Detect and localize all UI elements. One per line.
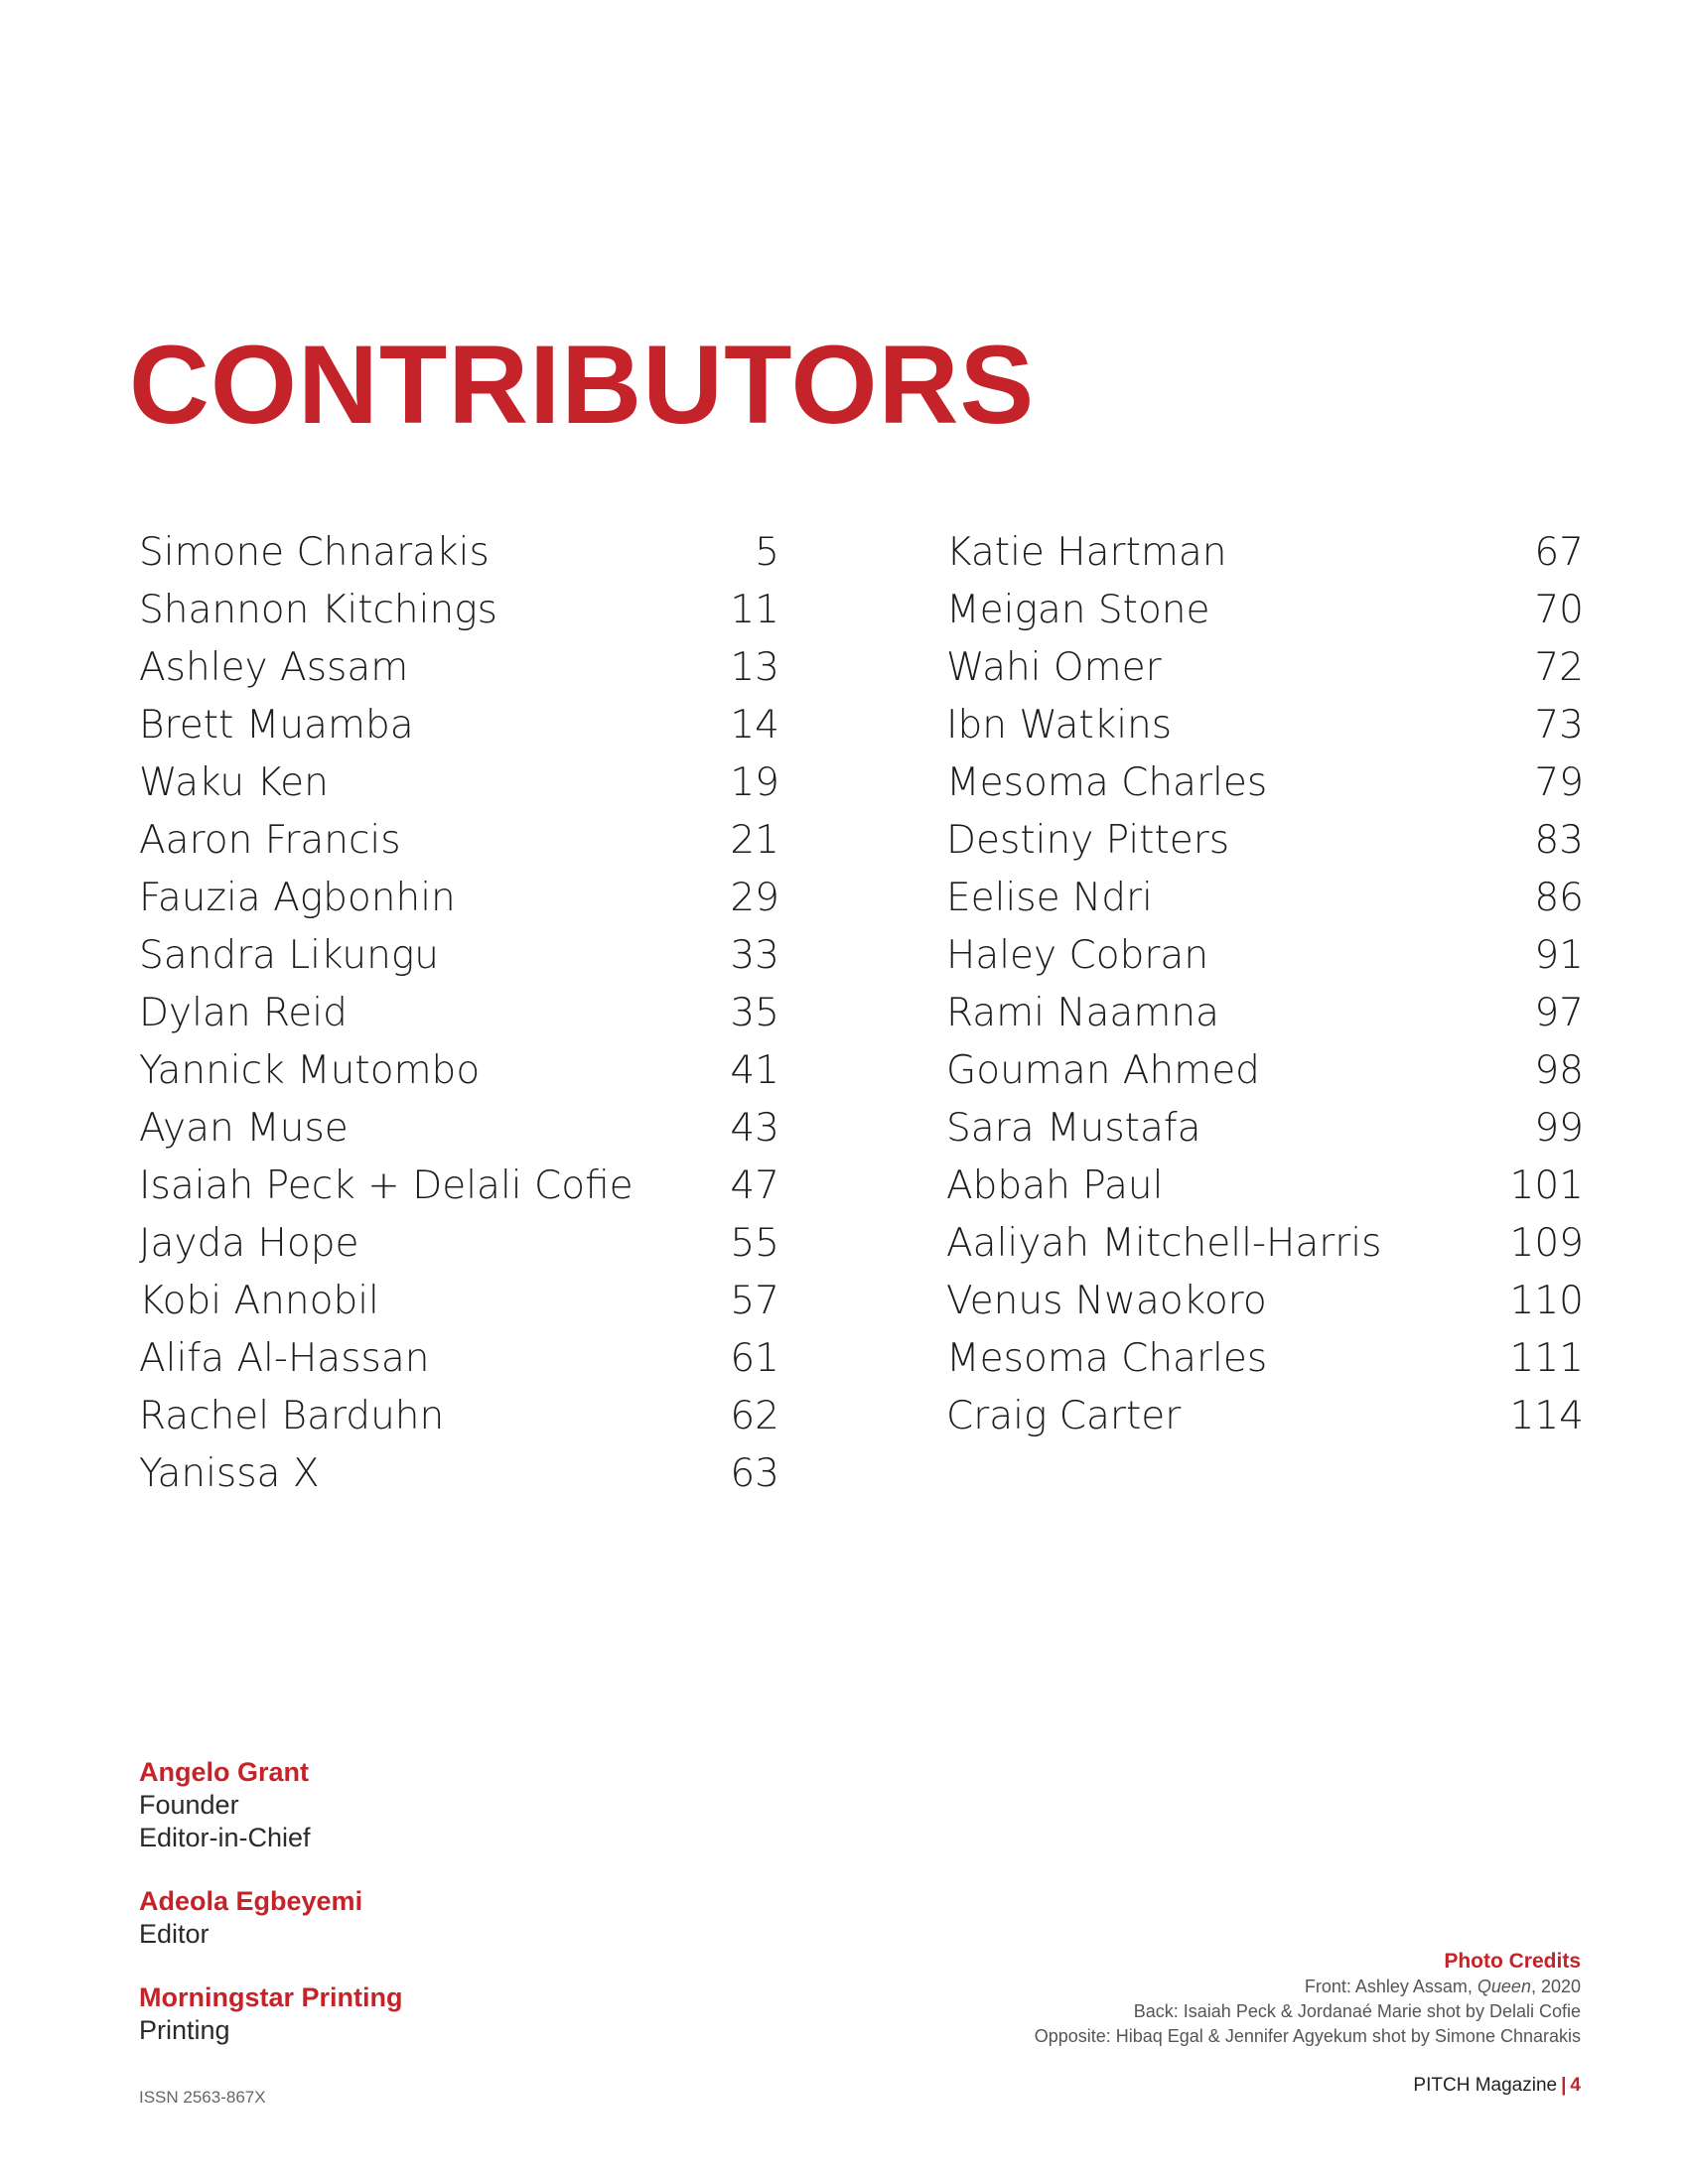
contributor-page: 101 xyxy=(1509,1163,1584,1208)
contributor-row xyxy=(946,985,1584,1042)
contributor-name: Jayda Hope xyxy=(139,1221,359,1266)
contributor-row xyxy=(139,1273,779,1330)
contributor-page: 35 xyxy=(730,991,779,1035)
contributor-name: Abbah Paul xyxy=(946,1163,1164,1208)
contributor-name: Eelise Ndri xyxy=(946,876,1153,920)
photo-credits xyxy=(1035,1948,1581,2049)
contributor-page: 57 xyxy=(730,1279,779,1323)
contributor-page: 14 xyxy=(730,703,779,748)
contributor-page: 99 xyxy=(1534,1106,1584,1151)
contributor-page: 79 xyxy=(1534,760,1584,805)
contributor-row xyxy=(139,870,779,927)
contributor-page: 55 xyxy=(730,1221,779,1266)
contributor-row xyxy=(946,524,1584,582)
contributors-list-right xyxy=(946,524,1584,1445)
contributor-row xyxy=(139,927,779,985)
contributor-name: Meigan Stone xyxy=(946,588,1210,632)
contributor-row xyxy=(139,582,779,639)
contributor-page: 29 xyxy=(730,876,779,920)
contributor-row xyxy=(946,639,1584,697)
contributor-name: Craig Carter xyxy=(946,1394,1182,1438)
contributor-page: 21 xyxy=(730,818,779,863)
contributor-name: Shannon Kitchings xyxy=(139,588,497,632)
issn: ISSN 2563-867X xyxy=(139,2088,266,2107)
contributor-name: Yannick Mutombo xyxy=(139,1048,481,1093)
contributor-row xyxy=(946,1330,1584,1388)
publication-name: PITCH Magazine xyxy=(1413,2075,1558,2096)
staff-entry xyxy=(139,1980,403,2047)
credit-front xyxy=(1035,1975,1581,1999)
contributor-name: Mesoma Charles xyxy=(946,1336,1268,1381)
credit-opposite: Opposite: Hibaq Egal & Jennifer Agyekum shot by Simone Chnarakis xyxy=(1034,2026,1581,2046)
contributor-row xyxy=(946,1273,1584,1330)
contributor-name: Rami Naamna xyxy=(946,991,1219,1035)
contributor-name: Aaliyah Mitchell-Harris xyxy=(946,1221,1382,1266)
contributor-row xyxy=(946,1100,1584,1158)
footer-separator: | xyxy=(1561,2075,1567,2096)
contributor-name: Isaiah Peck + Delali Cofie xyxy=(139,1163,633,1208)
contributor-row xyxy=(139,754,779,812)
contributor-row xyxy=(139,985,779,1042)
contributor-row xyxy=(139,524,779,582)
contributor-page: 43 xyxy=(730,1106,779,1151)
contributor-page: 109 xyxy=(1509,1221,1584,1266)
contributor-name: Rachel Barduhn xyxy=(139,1394,445,1438)
contributor-name: Ibn Watkins xyxy=(946,703,1173,748)
contributor-page: 83 xyxy=(1534,818,1584,863)
contributor-page: 67 xyxy=(1534,530,1584,575)
page-number: 4 xyxy=(1570,2075,1581,2096)
contributor-name: Sara Mustafa xyxy=(946,1106,1201,1151)
contributor-name: Dylan Reid xyxy=(139,991,348,1035)
credit-back: Back: Isaiah Peck & Jordanaé Marie shot by Delali Cofie xyxy=(1133,2001,1581,2021)
contributor-name: Destiny Pitters xyxy=(946,818,1230,863)
contributor-page: 63 xyxy=(730,1451,779,1496)
contributor-name: Katie Hartman xyxy=(946,530,1227,575)
contributor-row xyxy=(139,697,779,754)
contributor-name: Ashley Assam xyxy=(139,645,409,690)
contributor-row xyxy=(139,1445,779,1503)
staff-name: Morningstar Printing xyxy=(139,1982,403,2012)
contributor-name: Kobi Annobil xyxy=(139,1279,379,1323)
staff-role: Editor-in-Chief xyxy=(139,1823,311,1852)
contributor-row xyxy=(139,812,779,870)
contributor-name: Waku Ken xyxy=(139,760,329,805)
contributor-page: 5 xyxy=(755,530,779,575)
contributor-row xyxy=(946,927,1584,985)
contributor-row xyxy=(946,1388,1584,1445)
contributor-name: Brett Muamba xyxy=(139,703,414,748)
contributor-name: Sandra Likungu xyxy=(139,933,439,978)
contributor-name: Fauzia Agbonhin xyxy=(139,876,456,920)
contributor-row xyxy=(946,1158,1584,1215)
contributors-list-left xyxy=(139,524,779,1503)
staff-entry xyxy=(139,1755,403,1854)
contributor-page: 11 xyxy=(730,588,779,632)
contributor-name: Ayan Muse xyxy=(139,1106,349,1151)
contributor-page: 98 xyxy=(1534,1048,1584,1093)
contributor-row xyxy=(946,812,1584,870)
contributor-row xyxy=(946,870,1584,927)
contributor-page: 33 xyxy=(730,933,779,978)
page-footer xyxy=(1413,2075,1581,2097)
contributor-row xyxy=(139,1388,779,1445)
contributor-row xyxy=(946,754,1584,812)
contributor-row xyxy=(139,1215,779,1273)
contributor-name: Yanissa X xyxy=(139,1451,320,1496)
contributor-page: 86 xyxy=(1534,876,1584,920)
contributor-name: Venus Nwaokoro xyxy=(946,1279,1267,1323)
page-title: CONTRIBUTORS xyxy=(129,323,1036,447)
contributor-page: 91 xyxy=(1534,933,1584,978)
contributor-page: 73 xyxy=(1534,703,1584,748)
staff-name: Adeola Egbeyemi xyxy=(139,1886,363,1916)
staff-role: Founder xyxy=(139,1790,239,1820)
contributor-name: Simone Chnarakis xyxy=(139,530,490,575)
contributor-page: 13 xyxy=(730,645,779,690)
contributor-row xyxy=(946,582,1584,639)
staff-role: Editor xyxy=(139,1919,210,1949)
contributor-row xyxy=(139,639,779,697)
contributor-name: Gouman Ahmed xyxy=(946,1048,1260,1093)
contributor-name: Wahi Omer xyxy=(946,645,1162,690)
staff-entry xyxy=(139,1884,403,1951)
contributor-name: Mesoma Charles xyxy=(946,760,1268,805)
contributor-row xyxy=(946,1215,1584,1273)
contributor-page: 114 xyxy=(1509,1394,1584,1438)
contributor-page: 70 xyxy=(1534,588,1584,632)
contributor-page: 47 xyxy=(730,1163,779,1208)
contributor-page: 110 xyxy=(1509,1279,1584,1323)
contributor-row xyxy=(139,1042,779,1100)
contributor-page: 62 xyxy=(730,1394,779,1438)
contributor-page: 111 xyxy=(1509,1336,1584,1381)
masthead xyxy=(139,1755,403,2077)
contributor-row xyxy=(946,1042,1584,1100)
contributor-page: 19 xyxy=(730,760,779,805)
contributor-page: 72 xyxy=(1534,645,1584,690)
contributor-name: Aaron Francis xyxy=(139,818,401,863)
contributor-name: Haley Cobran xyxy=(946,933,1209,978)
contributor-row xyxy=(139,1330,779,1388)
contributor-row xyxy=(139,1100,779,1158)
credit-front-work: Queen xyxy=(1477,1977,1531,1996)
staff-name: Angelo Grant xyxy=(139,1757,310,1787)
contributor-row xyxy=(139,1158,779,1215)
contributor-row xyxy=(946,697,1584,754)
contributor-page: 97 xyxy=(1534,991,1584,1035)
contributor-page: 61 xyxy=(730,1336,779,1381)
credit-front-prefix: Front: Ashley Assam, xyxy=(1304,1977,1477,1996)
contributor-name: Alifa Al-Hassan xyxy=(139,1336,430,1381)
credit-front-year: , 2020 xyxy=(1530,1977,1581,1996)
staff-role: Printing xyxy=(139,2015,230,2045)
photo-credits-title: Photo Credits xyxy=(1444,1950,1581,1973)
contributor-page: 41 xyxy=(730,1048,779,1093)
